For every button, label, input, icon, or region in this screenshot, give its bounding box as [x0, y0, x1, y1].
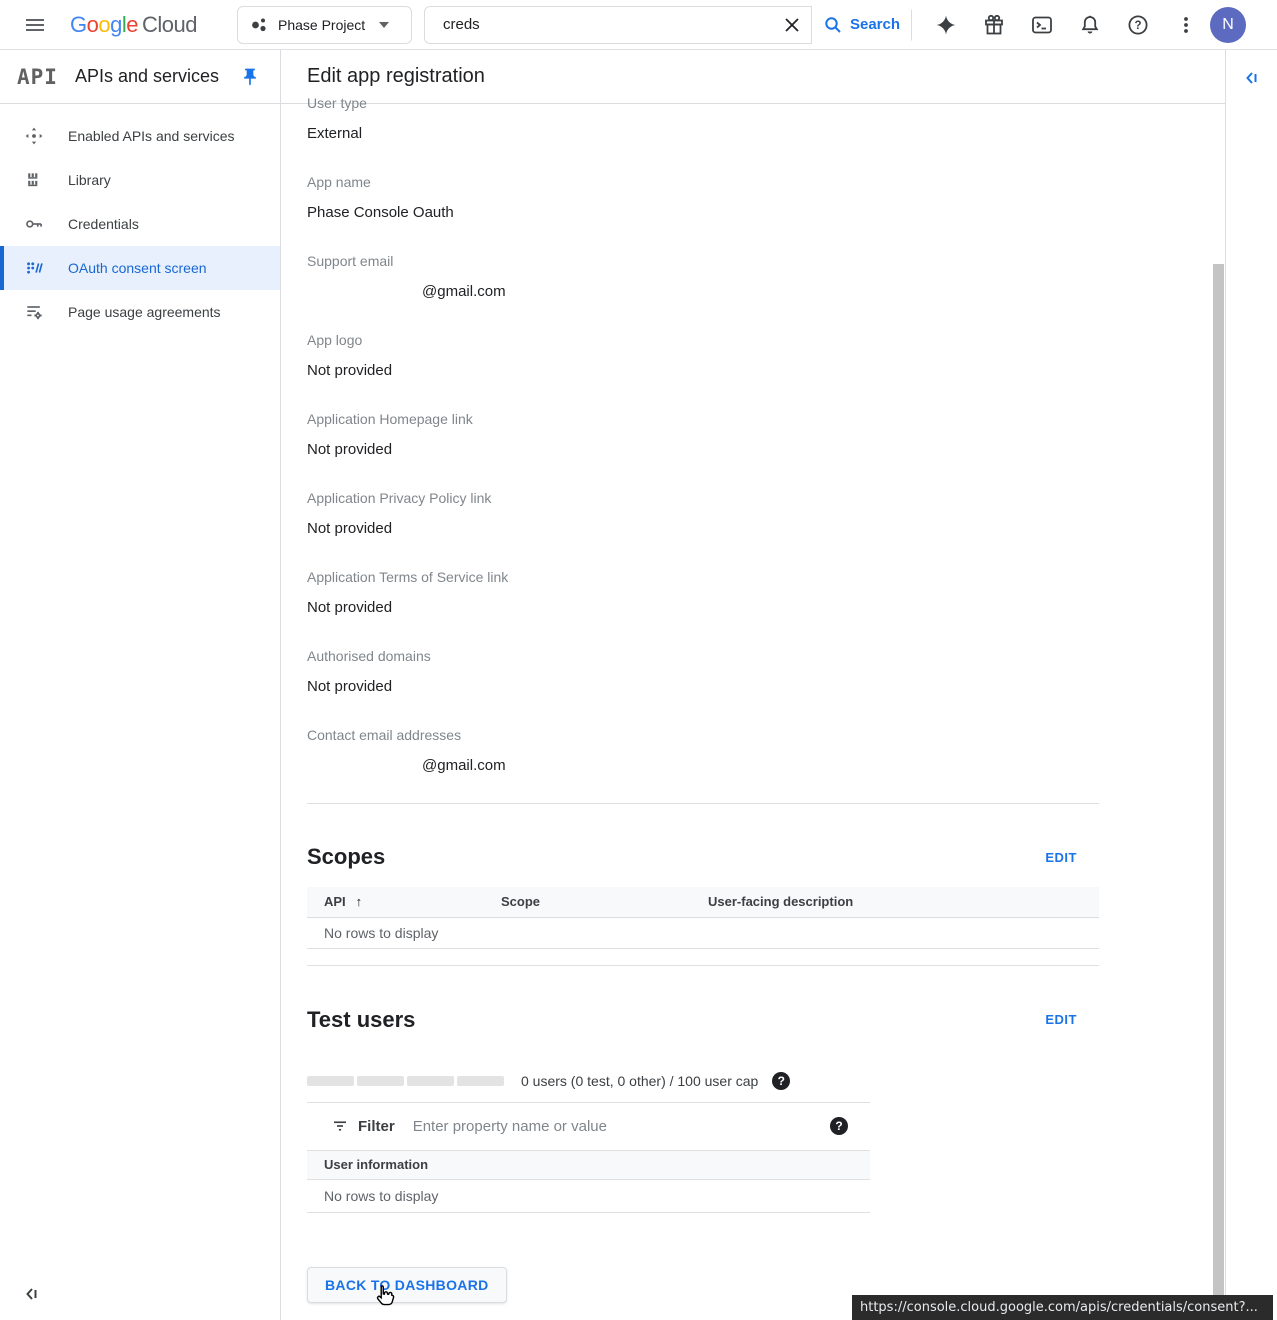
field-value-homepage-link: Not provided — [307, 441, 393, 458]
field-value-app-name: Phase Console Oauth — [307, 204, 454, 221]
field-label-homepage-link: Application Homepage link — [307, 411, 473, 427]
field-label-terms-link: Application Terms of Service link — [307, 569, 509, 585]
user-cap-text: 0 users (0 test, 0 other) / 100 user cap — [521, 1072, 759, 1089]
field-label-user-type: User type — [307, 95, 367, 111]
usage-bar-segment — [307, 1076, 354, 1086]
cloud-shell-icon[interactable] — [1030, 13, 1054, 37]
scrollbar-thumb[interactable] — [1213, 264, 1224, 1295]
scopes-edit-button[interactable]: EDIT — [1045, 849, 1077, 865]
svg-text:?: ? — [1134, 19, 1142, 32]
project-icon — [250, 16, 268, 34]
field-label-app-name: App name — [307, 174, 371, 190]
scroll-content — [281, 95, 1225, 1320]
search-input[interactable] — [425, 16, 773, 33]
field-value-app-logo: Not provided — [307, 362, 393, 379]
field-value-user-type: External — [307, 125, 363, 142]
sidebar — [0, 50, 281, 1320]
chevron-down-icon — [379, 22, 389, 28]
filter-icon — [331, 1117, 349, 1135]
usage-bar-segment — [407, 1076, 454, 1086]
sidebar-item-credentials[interactable]: Credentials — [0, 202, 280, 246]
filter-help-icon[interactable]: ? — [830, 1117, 848, 1135]
main-panel — [281, 50, 1225, 1320]
scopes-col-scope[interactable]: Scope — [484, 887, 691, 917]
api-logo: API — [17, 64, 58, 89]
scopes-empty-text: No rows to display — [307, 917, 1099, 948]
scopes-section-end-divider — [307, 965, 1099, 966]
google-cloud-logo[interactable]: Google Cloud — [70, 11, 197, 37]
search-bar — [424, 6, 912, 44]
usage-bar-segment — [457, 1076, 504, 1086]
notifications-icon[interactable] — [1078, 13, 1102, 37]
usage-bar-segment — [357, 1076, 404, 1086]
agreements-icon — [24, 302, 44, 322]
topbar-icons — [934, 13, 1198, 37]
pin-icon[interactable] — [240, 67, 260, 87]
project-selector[interactable] — [237, 6, 412, 44]
field-label-privacy-policy-link: Application Privacy Policy link — [307, 490, 492, 506]
field-label-support-email: Support email — [307, 253, 394, 269]
field-value-support-email: @gmail.com — [422, 283, 506, 300]
field-value-privacy-policy-link: Not provided — [307, 520, 393, 537]
filter-bar — [307, 1103, 870, 1150]
library-icon — [24, 170, 44, 190]
cursor-pointer — [372, 1282, 398, 1308]
user-info-column-header[interactable]: User information — [307, 1150, 870, 1180]
scopes-col-description[interactable]: User-facing description — [691, 887, 1099, 917]
avatar[interactable]: N — [1210, 7, 1246, 43]
test-users-heading: Test users — [307, 1006, 416, 1032]
right-side-strip — [1225, 50, 1277, 1320]
filter-label: Filter — [358, 1117, 395, 1135]
search-button[interactable]: Search — [811, 6, 911, 44]
collapse-panel-icon[interactable] — [1244, 70, 1260, 86]
sidebar-item-page-usage-agreements[interactable]: Page usage agreements — [0, 290, 280, 334]
user-cap-help-icon[interactable]: ? — [772, 1072, 790, 1090]
enabled-apis-icon — [24, 126, 44, 146]
more-vert-icon[interactable] — [1174, 13, 1198, 37]
back-to-dashboard-button[interactable]: BACK TO DASHBOARD — [307, 1267, 507, 1303]
sidebar-header — [0, 50, 280, 104]
help-icon[interactable] — [1126, 13, 1150, 37]
test-users-empty-text: No rows to display — [307, 1180, 870, 1213]
field-label-app-logo: App logo — [307, 332, 363, 348]
sidebar-item-oauth-consent-screen[interactable]: OAuth consent screen — [0, 246, 280, 290]
collapse-sidebar-icon[interactable] — [24, 1286, 40, 1302]
page-title: Edit app registration — [307, 65, 485, 87]
field-label-contact-emails: Contact email addresses — [307, 727, 462, 743]
menu-icon[interactable] — [23, 13, 47, 37]
sort-ascending-icon[interactable]: ↑ — [355, 894, 363, 910]
user-cap-usage — [307, 1072, 1099, 1090]
top-bar — [0, 0, 1277, 50]
table-row — [307, 917, 1099, 948]
project-name: Phase Project — [278, 16, 366, 33]
test-users-edit-button[interactable]: EDIT — [1045, 1012, 1077, 1027]
status-url: https://console.cloud.google.com/apis/credentials/consent?... — [852, 1295, 1273, 1320]
gemini-icon[interactable] — [934, 13, 958, 37]
field-value-authorised-domains: Not provided — [307, 678, 393, 695]
scopes-col-api[interactable]: API ↑ — [307, 887, 484, 917]
sidebar-title: APIs and services — [74, 66, 219, 86]
clear-search-icon[interactable] — [773, 6, 811, 44]
sidebar-item-enabled-apis[interactable]: Enabled APIs and services — [0, 114, 280, 158]
field-label-authorised-domains: Authorised domains — [307, 648, 431, 664]
section-divider — [307, 803, 1099, 804]
filter-input[interactable] — [413, 1118, 816, 1135]
scopes-heading: Scopes — [307, 844, 386, 869]
sidebar-nav — [0, 104, 280, 334]
gift-icon[interactable] — [982, 13, 1006, 37]
scopes-table — [307, 887, 1099, 949]
field-value-contact-emails: @gmail.com — [422, 757, 506, 774]
field-value-terms-link: Not provided — [307, 599, 393, 616]
search-icon — [823, 15, 843, 35]
sidebar-item-library[interactable]: Library — [0, 158, 280, 202]
oauth-consent-icon — [24, 258, 44, 278]
key-icon — [24, 214, 44, 234]
